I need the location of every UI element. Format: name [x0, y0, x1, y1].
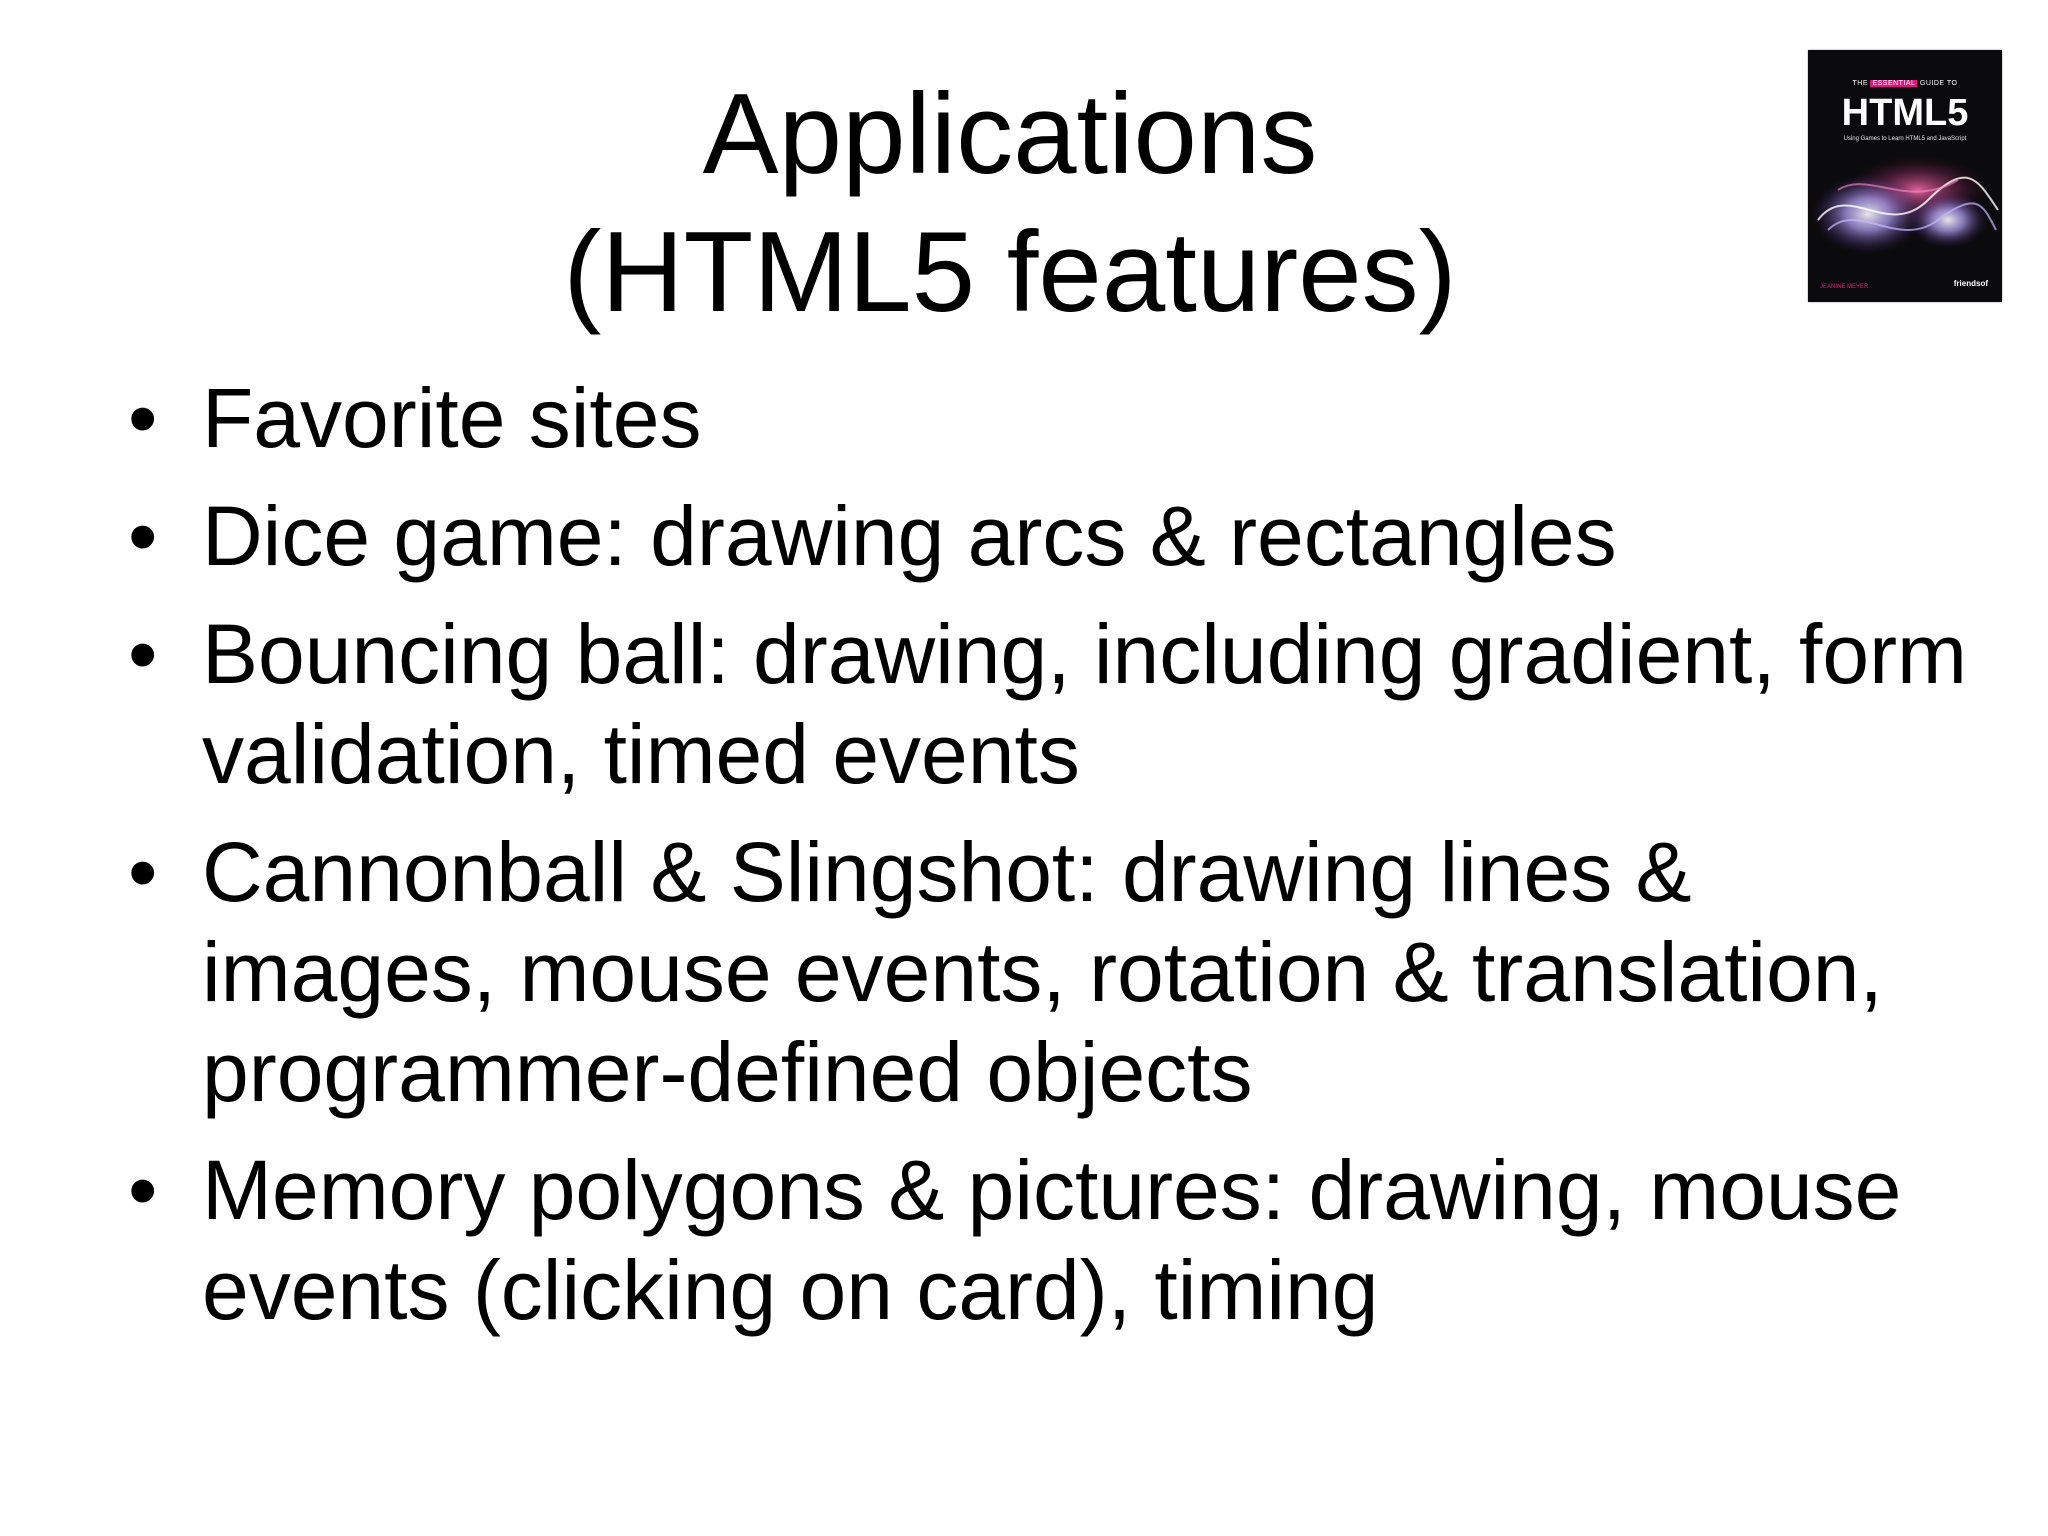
- bullet-dot: •: [128, 607, 158, 701]
- book-cover-banner-highlight: ESSENTIAL: [1872, 80, 1916, 87]
- slide-title: [300, 66, 1720, 342]
- book-cover-banner-post: GUIDE TO: [1919, 80, 1958, 87]
- book-cover-banner: [1808, 80, 2002, 87]
- bullet-item: [128, 486, 1988, 586]
- bullet-dot: •: [128, 825, 158, 919]
- bullet-text: Memory polygons & pictures: drawing, mouse events (clicking on card), timing: [202, 1143, 1902, 1337]
- book-cover-title: HTML5: [1841, 92, 1969, 134]
- bullet-dot: •: [128, 371, 158, 465]
- book-cover-banner-pre: THE: [1852, 80, 1868, 87]
- bullet-list: [128, 368, 1988, 1358]
- bullet-item: [128, 368, 1988, 468]
- bullet-dot: •: [128, 489, 158, 583]
- book-cover-author: JEANINE MEYER: [1820, 284, 1869, 290]
- slide-title-line-2: (HTML5 features): [563, 209, 1457, 336]
- bullet-item: [128, 1140, 1988, 1340]
- bullet-text: Favorite sites: [202, 371, 702, 465]
- bullet-dot: •: [128, 1143, 158, 1237]
- bullet-text: Bouncing ball: drawing, including gradient, form validation, timed events: [202, 607, 1968, 801]
- bullet-item: [128, 604, 1988, 804]
- slide-title-line-1: Applications: [702, 71, 1318, 198]
- bullet-text: Dice game: drawing arcs & rectangles: [202, 489, 1617, 583]
- book-cover-image: [1808, 50, 2002, 302]
- book-cover-subtitle: Using Games to Learn HTML5 and JavaScript: [1843, 136, 1967, 142]
- book-cover-artwork: [1808, 150, 2002, 270]
- bullet-item: [128, 822, 1988, 1122]
- bullet-text: Cannonball & Slingshot: drawing lines & images, mouse events, rotation & translation, programmer-defined objects: [202, 825, 1883, 1119]
- book-cover-publisher: friendsof: [1953, 279, 1988, 288]
